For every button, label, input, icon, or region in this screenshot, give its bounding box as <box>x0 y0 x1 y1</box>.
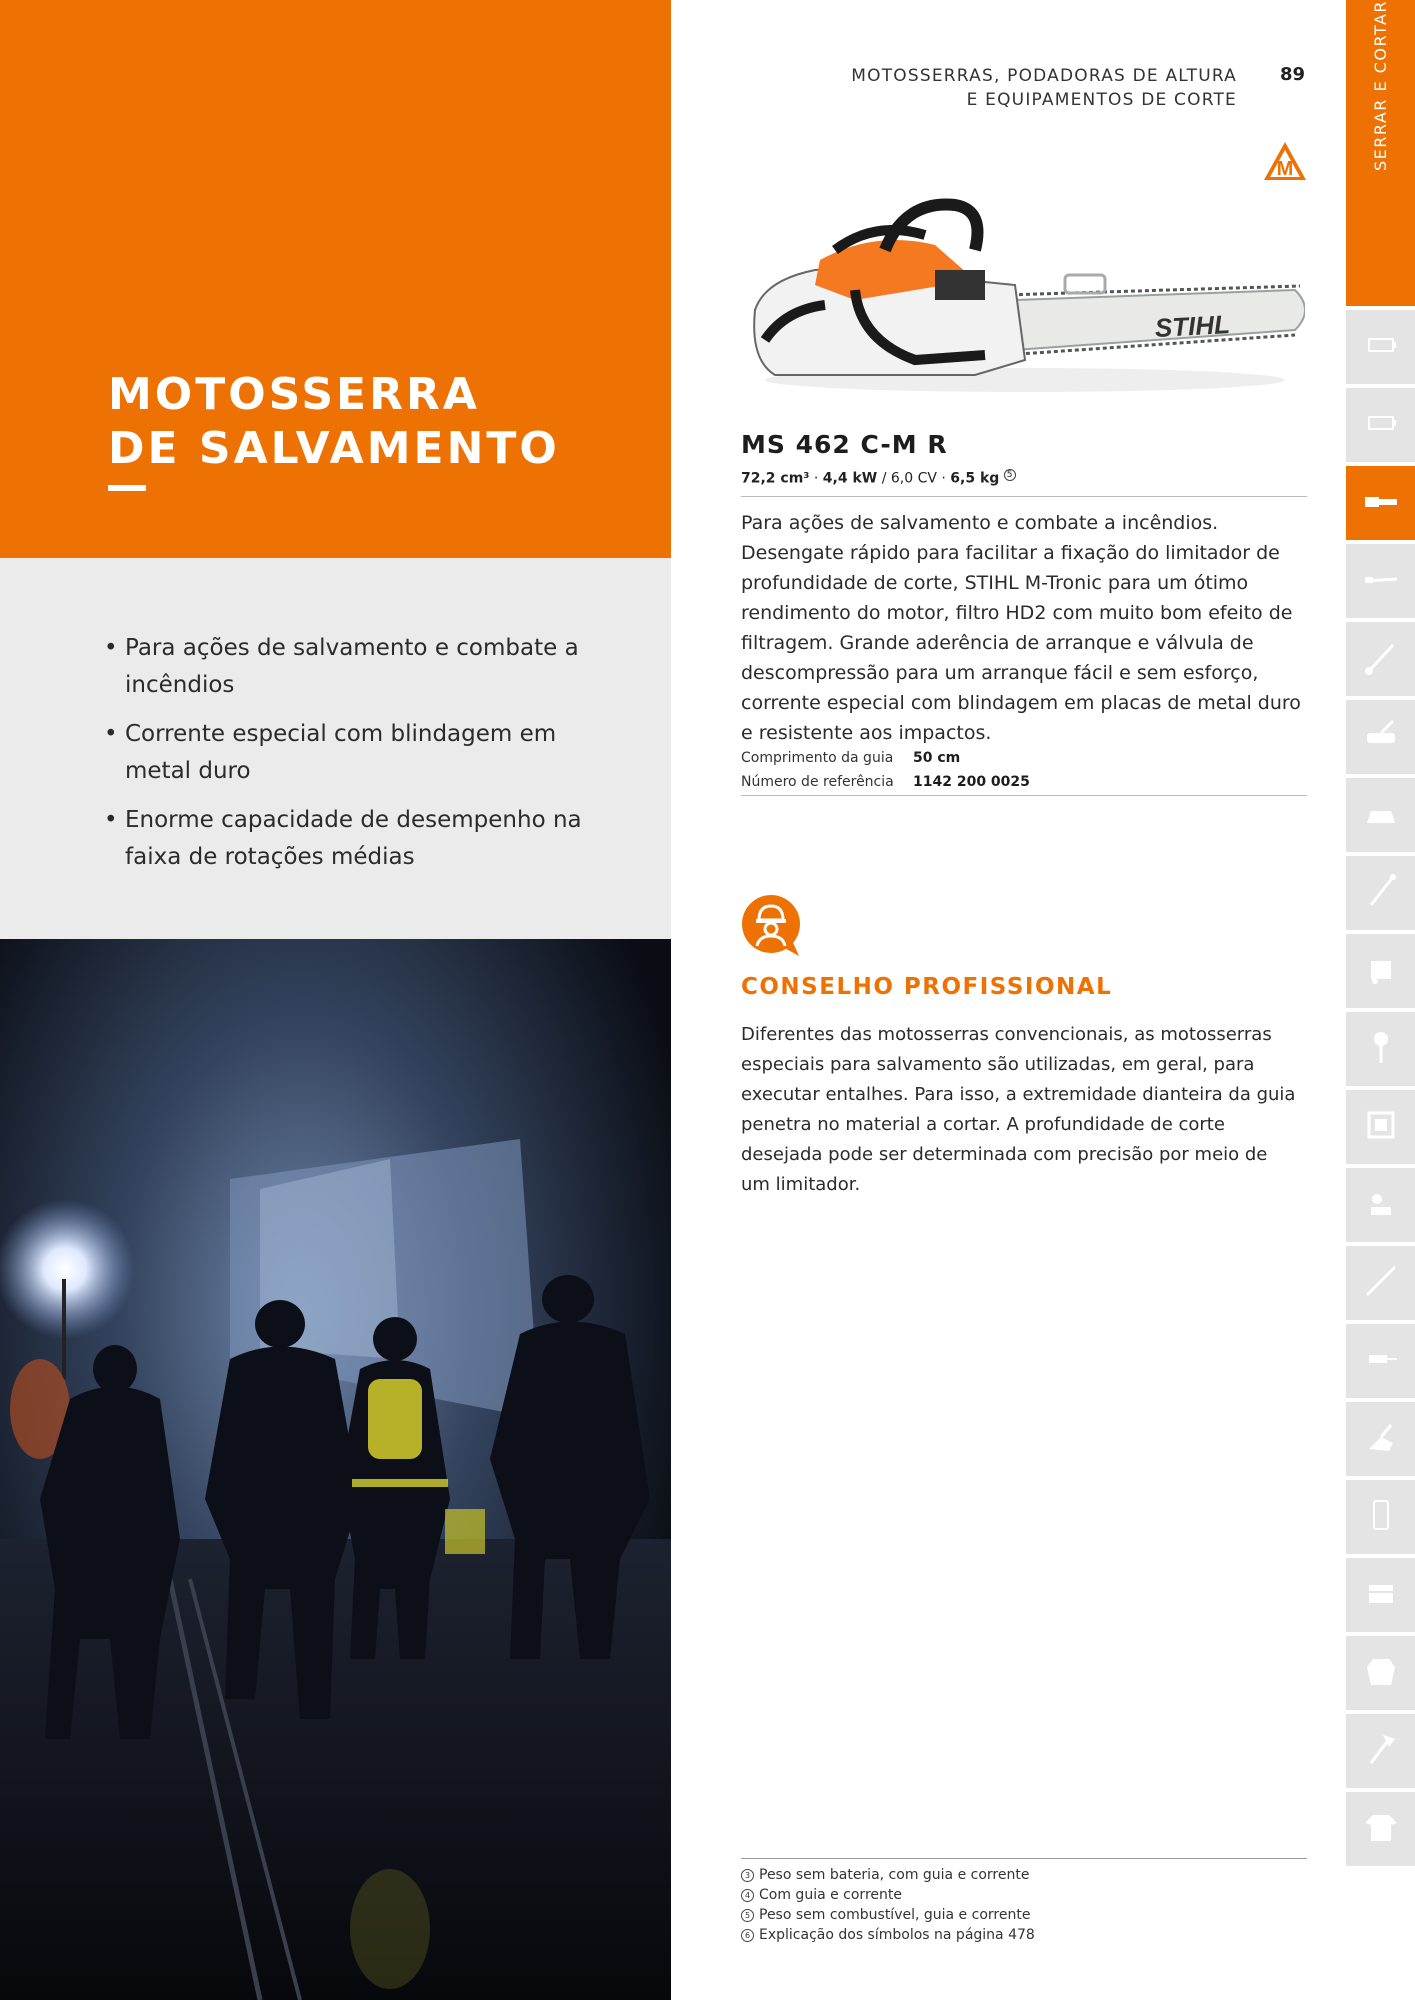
stihl-brand-label: STIHL <box>1154 309 1231 343</box>
professional-advice-icon <box>741 894 803 958</box>
tab-section-label: SERRAR E CORTAR <box>1371 0 1390 172</box>
section-header <box>800 64 1237 112</box>
trimmer-icon <box>1361 871 1401 915</box>
footnote-number: 4 <box>741 1889 754 1902</box>
product-model: MS 462 C-M R <box>741 430 948 459</box>
footnote <box>741 1885 1035 1905</box>
hero-panel <box>0 0 671 558</box>
category-tab-mower[interactable] <box>1346 778 1415 852</box>
product-description: Para ações de salvamento e combate a incêndios. Desengate rápido para facilitar a fixação do limitador de profundidade de corte, STIHL M-Tronic para um ótimo rendimento do motor, filtro HD2 com muito bom efeito de filtragem. Grande aderência de arranque e válvula de descompressão para um arranque fácil e sem esforço, corrente especial com blindagem em placas de metal duro e resistente aos impactos. <box>741 512 1301 744</box>
category-tab-jacket[interactable] <box>1346 1636 1415 1710</box>
footnote <box>741 1925 1035 1945</box>
category-tab-chainsaw[interactable] <box>1346 466 1415 540</box>
jacket-icon <box>1361 1651 1401 1695</box>
divider <box>741 795 1307 796</box>
spec-weight: 6,5 kg <box>950 470 1000 487</box>
footnote-text: Com guia e corrente <box>759 1887 902 1903</box>
feature-list <box>104 630 584 888</box>
brushcutter-icon <box>1361 637 1401 681</box>
footnote-number: 3 <box>741 1869 754 1882</box>
section-header-line-1: MOTOSSERRAS, PODADORAS DE ALTURA <box>851 66 1237 86</box>
phone-icon <box>1361 1495 1401 1539</box>
footnote-marker: 5 <box>1004 469 1016 481</box>
spec-row <box>741 770 1307 794</box>
category-tab-saw[interactable] <box>1346 1246 1415 1320</box>
box-icon <box>1361 1573 1401 1617</box>
category-tab-battery[interactable] <box>1346 310 1415 384</box>
category-tab-drill[interactable] <box>1346 1324 1415 1398</box>
spec-value: 50 cm <box>913 750 961 766</box>
footnote-text: Peso sem combustível, guia e corrente <box>759 1907 1031 1923</box>
saw-icon <box>1361 1261 1401 1305</box>
spec-label: Comprimento da guia <box>741 750 894 766</box>
category-tab-trimmer[interactable] <box>1346 856 1415 930</box>
blower-icon <box>1361 1027 1401 1071</box>
footnote-number: 5 <box>741 1909 754 1922</box>
cleaner-icon <box>1361 1105 1401 1149</box>
feature-item: • Enorme capacidade de desempenho na faixa de rotações médias <box>104 802 584 876</box>
lawnmower-icon <box>1361 715 1401 759</box>
title-line-2: DE SALVAMENTO <box>108 423 560 474</box>
footnote-text: Explicação dos símbolos na página 478 <box>759 1927 1035 1943</box>
battery-icon <box>1361 325 1401 369</box>
spec-row <box>741 746 1307 770</box>
category-tab-cleaner[interactable] <box>1346 1090 1415 1164</box>
footnote-text: Peso sem bateria, com guia e corrente <box>759 1867 1030 1883</box>
pole-pruner-icon <box>1361 559 1401 603</box>
drill-icon <box>1361 1339 1401 1383</box>
shirt-icon <box>1361 1807 1401 1851</box>
advice-text: Diferentes das motosserras convencionais, as motosserras especiais para salvamento são utilizadas, em geral, para executar entalhes. Para isso, a extremidade dianteira da guia penetra no material a cortar. A profundidade de corte desejada pode ser determinada com precisão por meio de um limitador. <box>741 1024 1296 1195</box>
category-tab-pole-pruner[interactable] <box>1346 544 1415 618</box>
page-number: 89 <box>1280 64 1306 85</box>
spec-value: 1142 200 0025 <box>913 774 1030 790</box>
advice-title: CONSELHO PROFISSIONAL <box>741 974 1113 1000</box>
spec-power-cv: 6,0 CV <box>890 470 937 487</box>
divider <box>741 1858 1307 1859</box>
category-tab-bar <box>1346 0 1415 2000</box>
category-tab-axe[interactable] <box>1346 1714 1415 1788</box>
chainsaw-icon <box>1361 481 1401 525</box>
spec-label: Número de referência <box>741 774 894 790</box>
night-scene-illustration <box>0 939 671 2000</box>
firefighters-photo <box>0 939 671 2000</box>
logo-letter: M <box>1276 158 1294 180</box>
divider <box>741 496 1307 497</box>
tab-section-active[interactable] <box>1346 0 1415 306</box>
category-tab-brushcutter[interactable] <box>1346 622 1415 696</box>
category-tab-blower[interactable] <box>1346 1012 1415 1086</box>
title-line-1: MOTOSSERRA <box>108 369 480 420</box>
spec-table <box>741 746 1307 794</box>
title-underline <box>108 485 146 491</box>
category-tab-phone[interactable] <box>1346 1480 1415 1554</box>
feature-item: • Corrente especial com blindagem em metal duro <box>104 716 584 790</box>
spec-displacement: 72,2 cm³ <box>741 470 810 487</box>
footnote <box>741 1865 1035 1885</box>
page-title <box>108 368 560 476</box>
shredder-icon <box>1361 949 1401 993</box>
mower-icon <box>1361 793 1401 837</box>
footnote-number: 6 <box>741 1929 754 1942</box>
product-specs: 72,2 cm³ · 4,4 kW / 6,0 CV · 6,5 kg $^5$ <box>741 470 1016 487</box>
category-tab-shirt[interactable] <box>1346 1792 1415 1866</box>
category-tab-shredder[interactable] <box>1346 934 1415 1008</box>
axe-icon <box>1361 1729 1401 1773</box>
feature-item: • Para ações de salvamento e combate a incêndios <box>104 630 584 704</box>
battery-icon <box>1361 403 1401 447</box>
m-tronic-logo-icon <box>1262 140 1308 182</box>
category-tab-box[interactable] <box>1346 1558 1415 1632</box>
footnote <box>741 1905 1035 1925</box>
category-tab-hedge-trimmer[interactable] <box>1346 1402 1415 1476</box>
sprayer-icon <box>1361 1183 1401 1227</box>
category-tab-battery[interactable] <box>1346 388 1415 462</box>
hedge-trimmer-icon <box>1361 1417 1401 1461</box>
category-tab-lawnmower[interactable] <box>1346 700 1415 774</box>
section-header-line-2: E EQUIPAMENTOS DE CORTE <box>966 90 1237 110</box>
category-tab-sprayer[interactable] <box>1346 1168 1415 1242</box>
footnotes <box>741 1865 1035 1945</box>
chainsaw-product-image <box>735 190 1305 410</box>
spec-power-kw: 4,4 kW <box>822 470 878 487</box>
